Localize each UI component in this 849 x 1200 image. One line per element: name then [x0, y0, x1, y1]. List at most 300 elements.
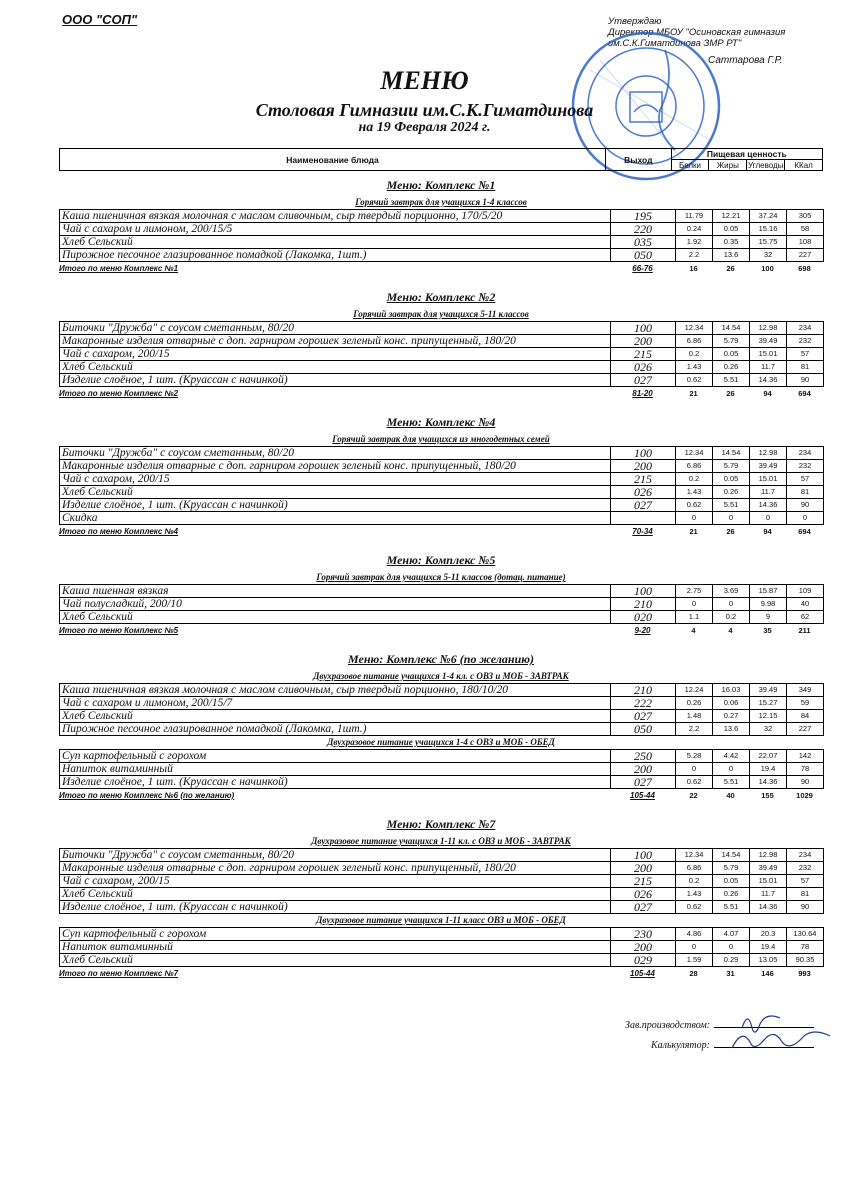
carbs-value: 14.36 — [750, 499, 787, 512]
handwritten-signatures — [712, 1008, 842, 1060]
carbs-value: 9.98 — [750, 598, 787, 611]
kcal-value: 232 — [787, 335, 824, 348]
calculator-label: Калькулятор: — [651, 1040, 710, 1051]
protein-value: 6.86 — [676, 460, 713, 473]
kcal-value: 81 — [787, 486, 824, 499]
dish-output: 220 — [611, 223, 676, 236]
carbs-value: 22.07 — [750, 750, 787, 763]
kcal-value: 59 — [787, 697, 824, 710]
header-protein: Белки — [671, 160, 709, 171]
dish-output: 215 — [611, 348, 676, 361]
menu-content — [59, 174, 823, 981]
fat-value: 0.06 — [713, 697, 750, 710]
header-output: Выход — [606, 149, 672, 171]
carbs-value: 11.7 — [750, 361, 787, 374]
protein-value: 0.2 — [676, 348, 713, 361]
meal-heading: Горячий завтрак для учащихся 1-4 классов — [355, 197, 527, 207]
protein-value: 0.62 — [676, 901, 713, 914]
table-row — [60, 875, 824, 888]
protein-value: 6.86 — [676, 862, 713, 875]
dish-name: Чай с сахаром и лимоном, 200/15/5 — [60, 223, 611, 236]
carbs-value: 39.49 — [750, 335, 787, 348]
table-row — [60, 499, 824, 512]
kcal-value: 305 — [787, 210, 824, 223]
total-output: 105-44 — [630, 791, 655, 800]
fat-value: 5.51 — [713, 499, 750, 512]
section-spacer — [59, 401, 823, 411]
carbs-value: 11.7 — [750, 486, 787, 499]
table-row — [60, 210, 824, 223]
carbs-value: 9 — [750, 611, 787, 624]
kcal-value: 130.64 — [787, 928, 824, 941]
table-row — [60, 249, 824, 262]
kcal-value: 232 — [787, 862, 824, 875]
total-output: 66-76 — [632, 264, 653, 273]
protein-value: 1.43 — [676, 361, 713, 374]
dish-output: 215 — [611, 473, 676, 486]
dish-output: 230 — [611, 928, 676, 941]
fat-value: 0.26 — [713, 361, 750, 374]
kcal-value: 234 — [787, 447, 824, 460]
fat-value: 0.26 — [713, 888, 750, 901]
column-header — [59, 148, 823, 171]
carbs-value: 13.05 — [750, 954, 787, 967]
protein-value: 1.48 — [676, 710, 713, 723]
dish-name: Изделие слоёное, 1 шт. (Круассан с начинкой) — [60, 901, 611, 914]
total-row — [59, 789, 823, 803]
total-carbs: 94 — [763, 527, 772, 536]
fat-value: 5.79 — [713, 335, 750, 348]
kcal-value: 349 — [787, 684, 824, 697]
dish-output: 050 — [611, 249, 676, 262]
dish-name: Чай с сахаром, 200/15 — [60, 348, 611, 361]
total-carbs: 146 — [761, 969, 774, 978]
fat-value: 0.27 — [713, 710, 750, 723]
kcal-value: 90.35 — [787, 954, 824, 967]
dish-name: Хлеб Сельский — [60, 236, 611, 249]
protein-value: 0.62 — [676, 776, 713, 789]
dish-name: Хлеб Сельский — [60, 710, 611, 723]
total-label: Итого по меню Комплекс №6 (по желанию) — [59, 791, 235, 800]
dish-name: Напиток витаминный — [60, 763, 611, 776]
total-fat: 40 — [726, 791, 735, 800]
fat-value: 5.51 — [713, 901, 750, 914]
total-kcal: 211 — [798, 626, 811, 635]
table-row — [60, 473, 824, 486]
protein-value: 6.86 — [676, 335, 713, 348]
fat-value: 0.2 — [713, 611, 750, 624]
fat-value: 5.51 — [713, 776, 750, 789]
complex-title: Меню: Комплекс №2 — [386, 290, 496, 304]
dish-output: 020 — [611, 611, 676, 624]
table-row — [60, 750, 824, 763]
kcal-value: 227 — [787, 723, 824, 736]
dish-name: Хлеб Сельский — [60, 361, 611, 374]
kcal-value: 57 — [787, 875, 824, 888]
dish-output: 200 — [611, 763, 676, 776]
table-row — [60, 236, 824, 249]
dish-output: 026 — [611, 888, 676, 901]
kcal-value: 109 — [787, 585, 824, 598]
dish-name: Чай полусладкий, 200/10 — [60, 598, 611, 611]
total-fat: 26 — [726, 389, 735, 398]
total-fat: 26 — [726, 264, 735, 273]
protein-value: 5.28 — [676, 750, 713, 763]
carbs-value: 20.3 — [750, 928, 787, 941]
approval-line: Директор МБОУ "Осиновская гимназия — [608, 27, 786, 38]
carbs-value: 19.4 — [750, 941, 787, 954]
carbs-value: 12.98 — [750, 849, 787, 862]
fat-value: 0 — [713, 763, 750, 776]
meal-heading: Двухразовое питание учащихся 1-4 кл. с ОВЗ и МОБ - ЗАВТРАК — [313, 671, 569, 681]
table-row — [60, 611, 824, 624]
dish-output: 027 — [611, 776, 676, 789]
protein-value: 11.79 — [676, 210, 713, 223]
carbs-value: 0 — [750, 512, 787, 525]
complex-title: Меню: Комплекс №5 — [386, 553, 496, 567]
meal-heading: Горячий завтрак для учащихся 5-11 классов — [353, 309, 529, 319]
table-row — [60, 763, 824, 776]
dish-output: 026 — [611, 486, 676, 499]
dish-output: 027 — [611, 374, 676, 387]
protein-value: 0 — [676, 598, 713, 611]
fat-value: 0 — [713, 598, 750, 611]
fat-value: 13.6 — [713, 723, 750, 736]
production-label: Зав.производством: — [625, 1020, 711, 1031]
carbs-value: 11.7 — [750, 888, 787, 901]
total-row — [59, 967, 823, 981]
carbs-value: 12.15 — [750, 710, 787, 723]
total-fat: 4 — [728, 626, 733, 635]
dish-output: 200 — [611, 460, 676, 473]
protein-value: 12.34 — [676, 322, 713, 335]
dish-name: Хлеб Сельский — [60, 888, 611, 901]
dish-name: Хлеб Сельский — [60, 486, 611, 499]
dish-output: 026 — [611, 361, 676, 374]
table-row — [60, 862, 824, 875]
fat-value: 0.05 — [713, 875, 750, 888]
dish-name: Пирожное песочное глазированное помадкой (Лакомка, 1шт.) — [60, 723, 611, 736]
total-label: Итого по меню Комплекс №5 — [59, 626, 179, 635]
items-table — [59, 584, 824, 624]
dish-name: Изделие слоёное, 1 шт. (Круассан с начинкой) — [60, 499, 611, 512]
carbs-value: 19.4 — [750, 763, 787, 776]
fat-value: 14.54 — [713, 447, 750, 460]
fat-value: 16.03 — [713, 684, 750, 697]
page-subtitle: Столовая Гимназии им.С.К.Гиматдинова — [255, 100, 594, 120]
dish-output: 029 — [611, 954, 676, 967]
carbs-value: 15.75 — [750, 236, 787, 249]
total-label: Итого по меню Комплекс №2 — [59, 389, 179, 398]
dish-name: Макаронные изделия отварные с доп. гарниром горошек зеленый конс. припущенный, 180/20 — [60, 862, 611, 875]
dish-name: Чай с сахаром и лимоном, 200/15/7 — [60, 697, 611, 710]
total-carbs: 94 — [763, 389, 772, 398]
table-row — [60, 361, 824, 374]
total-row — [59, 262, 823, 276]
total-carbs: 35 — [763, 626, 772, 635]
meal-heading: Двухразовое питание учащихся 1-4 с ОВЗ и МОБ - ОБЕД — [327, 737, 555, 747]
fat-value: 12.21 — [713, 210, 750, 223]
kcal-value: 142 — [787, 750, 824, 763]
dish-output: 027 — [611, 901, 676, 914]
carbs-value: 12.98 — [750, 447, 787, 460]
dish-name: Биточки "Дружба" с соусом сметанным, 80/20 — [60, 849, 611, 862]
table-row — [60, 322, 824, 335]
complex-title: Меню: Комплекс №6 (по желанию) — [348, 652, 534, 666]
total-kcal: 1029 — [796, 791, 813, 800]
kcal-value: 90 — [787, 374, 824, 387]
fat-value: 0.05 — [713, 473, 750, 486]
carbs-value: 15.01 — [750, 473, 787, 486]
meal-heading: Двухразовое питание учащихся 1-11 кл. с ОВЗ и МОБ - ЗАВТРАК — [311, 836, 571, 846]
total-protein: 21 — [689, 527, 698, 536]
total-protein: 28 — [689, 969, 698, 978]
section-spacer — [59, 803, 823, 813]
fat-value: 0.29 — [713, 954, 750, 967]
fat-value: 14.54 — [713, 849, 750, 862]
table-row — [60, 697, 824, 710]
total-output: 9-20 — [634, 626, 651, 635]
table-row — [60, 776, 824, 789]
carbs-value: 15.16 — [750, 223, 787, 236]
protein-value: 12.34 — [676, 447, 713, 460]
total-row — [59, 624, 823, 638]
protein-value: 0.2 — [676, 473, 713, 486]
complex-title: Меню: Комплекс №4 — [386, 415, 496, 429]
fat-value: 0 — [713, 941, 750, 954]
table-row — [60, 849, 824, 862]
carbs-value: 37.24 — [750, 210, 787, 223]
protein-value: 1.1 — [676, 611, 713, 624]
protein-value: 1.43 — [676, 888, 713, 901]
protein-value: 2.2 — [676, 249, 713, 262]
header-kcal: ККал — [785, 160, 823, 171]
section-spacer — [59, 638, 823, 648]
dish-output: 035 — [611, 236, 676, 249]
meal-heading: Горячий завтрак для учащихся 5-11 классов (дотац. питание) — [316, 572, 566, 582]
dish-name: Изделие слоёное, 1 шт. (Круассан с начинкой) — [60, 776, 611, 789]
approval-line: Утверждаю — [608, 16, 662, 27]
carbs-value: 14.36 — [750, 776, 787, 789]
total-protein: 21 — [689, 389, 698, 398]
protein-value: 0 — [676, 941, 713, 954]
table-row — [60, 223, 824, 236]
dish-name: Чай с сахаром, 200/15 — [60, 875, 611, 888]
dish-name: Суп картофельный с горохом — [60, 750, 611, 763]
carbs-value: 32 — [750, 723, 787, 736]
header-nutrition: Пищевая ценность — [671, 149, 822, 160]
total-output: 105-44 — [630, 969, 655, 978]
protein-value: 0.24 — [676, 223, 713, 236]
kcal-value: 81 — [787, 888, 824, 901]
items-table — [59, 321, 824, 387]
protein-value: 2.2 — [676, 723, 713, 736]
complex-title: Меню: Комплекс №1 — [386, 178, 496, 192]
carbs-value: 39.49 — [750, 460, 787, 473]
dish-name: Биточки "Дружба" с соусом сметанным, 80/20 — [60, 447, 611, 460]
kcal-value: 108 — [787, 236, 824, 249]
items-table — [59, 848, 824, 914]
items-table — [59, 209, 824, 262]
table-row — [60, 585, 824, 598]
table-row — [60, 598, 824, 611]
kcal-value: 0 — [787, 512, 824, 525]
fat-value: 0.05 — [713, 223, 750, 236]
total-carbs: 100 — [761, 264, 774, 273]
dish-name: Каша пшенная вязкая — [60, 585, 611, 598]
director-name: Саттарова Г.Р. — [708, 55, 783, 66]
table-row — [60, 447, 824, 460]
items-table — [59, 749, 824, 789]
dish-output: 210 — [611, 684, 676, 697]
header-name: Наименование блюда — [60, 149, 606, 171]
fat-value: 5.51 — [713, 374, 750, 387]
page-title: МЕНЮ — [380, 66, 469, 95]
menu-date: на 19 Февраля 2024 г. — [358, 120, 491, 135]
total-kcal: 698 — [798, 264, 811, 273]
protein-value: 0.62 — [676, 499, 713, 512]
protein-value: 0 — [676, 512, 713, 525]
table-row — [60, 941, 824, 954]
kcal-value: 90 — [787, 776, 824, 789]
meal-heading: Горячий завтрак для учащихся из многодетных семей — [332, 434, 550, 444]
kcal-value: 62 — [787, 611, 824, 624]
items-table — [59, 446, 824, 525]
protein-value: 12.34 — [676, 849, 713, 862]
fat-value: 4.07 — [713, 928, 750, 941]
dish-output: 100 — [611, 322, 676, 335]
carbs-value: 15.01 — [750, 348, 787, 361]
fat-value: 0.35 — [713, 236, 750, 249]
kcal-value: 57 — [787, 348, 824, 361]
carbs-value: 14.36 — [750, 901, 787, 914]
protein-value: 1.92 — [676, 236, 713, 249]
complex-title: Меню: Комплекс №7 — [386, 817, 496, 831]
dish-name: Изделие слоёное, 1 шт. (Круассан с начинкой) — [60, 374, 611, 387]
fat-value: 0.05 — [713, 348, 750, 361]
protein-value: 2.75 — [676, 585, 713, 598]
dish-name: Пирожное песочное глазированное помадкой (Лакомка, 1шт.) — [60, 249, 611, 262]
kcal-value: 57 — [787, 473, 824, 486]
dish-output: 195 — [611, 210, 676, 223]
table-row — [60, 710, 824, 723]
table-row — [60, 901, 824, 914]
carbs-value: 39.49 — [750, 862, 787, 875]
carbs-value: 15.27 — [750, 697, 787, 710]
fat-value: 13.6 — [713, 249, 750, 262]
dish-output: 200 — [611, 335, 676, 348]
dish-output: 200 — [611, 862, 676, 875]
total-kcal: 993 — [798, 969, 811, 978]
dish-output: 050 — [611, 723, 676, 736]
section-spacer — [59, 276, 823, 286]
carbs-value: 15.87 — [750, 585, 787, 598]
total-fat: 26 — [726, 527, 735, 536]
total-label: Итого по меню Комплекс №7 — [59, 969, 179, 978]
kcal-value: 40 — [787, 598, 824, 611]
approval-line: им.С.К.Гиматдинова ЗМР РТ" — [608, 38, 742, 49]
meal-heading: Двухразовое питание учащихся 1-11 класс ОВЗ и МОБ - ОБЕД — [316, 915, 566, 925]
total-row — [59, 525, 823, 539]
fat-value: 0.26 — [713, 486, 750, 499]
total-kcal: 694 — [798, 527, 811, 536]
organization-name: ООО "СОП" — [62, 12, 138, 27]
fat-value: 4.42 — [713, 750, 750, 763]
total-kcal: 694 — [798, 389, 811, 398]
dish-output: 222 — [611, 697, 676, 710]
dish-output: 100 — [611, 585, 676, 598]
kcal-value: 90 — [787, 901, 824, 914]
total-protein: 4 — [691, 626, 696, 635]
table-row — [60, 928, 824, 941]
table-row — [60, 335, 824, 348]
kcal-value: 78 — [787, 763, 824, 776]
carbs-value: 32 — [750, 249, 787, 262]
kcal-value: 84 — [787, 710, 824, 723]
protein-value: 0 — [676, 763, 713, 776]
table-row — [60, 954, 824, 967]
section-spacer — [59, 539, 823, 549]
kcal-value: 90 — [787, 499, 824, 512]
dish-name: Суп картофельный с горохом — [60, 928, 611, 941]
carbs-value: 12.98 — [750, 322, 787, 335]
protein-value: 4.86 — [676, 928, 713, 941]
fat-value: 14.54 — [713, 322, 750, 335]
dish-output: 200 — [611, 941, 676, 954]
fat-value: 0 — [713, 512, 750, 525]
dish-name: Чай с сахаром, 200/15 — [60, 473, 611, 486]
dish-output: 027 — [611, 499, 676, 512]
total-protein: 16 — [689, 264, 698, 273]
table-row — [60, 684, 824, 697]
dish-name: Хлеб Сельский — [60, 954, 611, 967]
kcal-value: 234 — [787, 849, 824, 862]
kcal-value: 234 — [787, 322, 824, 335]
kcal-value: 78 — [787, 941, 824, 954]
protein-value: 1.59 — [676, 954, 713, 967]
total-label: Итого по меню Комплекс №1 — [59, 264, 179, 273]
table-row — [60, 486, 824, 499]
kcal-value: 232 — [787, 460, 824, 473]
protein-value: 12.24 — [676, 684, 713, 697]
fat-value: 3.69 — [713, 585, 750, 598]
table-row — [60, 460, 824, 473]
protein-value: 0.2 — [676, 875, 713, 888]
kcal-value: 81 — [787, 361, 824, 374]
total-fat: 31 — [726, 969, 735, 978]
kcal-value: 227 — [787, 249, 824, 262]
total-row — [59, 387, 823, 401]
dish-name: Хлеб Сельский — [60, 611, 611, 624]
carbs-value: 14.36 — [750, 374, 787, 387]
total-carbs: 155 — [761, 791, 774, 800]
table-row — [60, 888, 824, 901]
dish-output: 215 — [611, 875, 676, 888]
total-protein: 22 — [689, 791, 698, 800]
table-row — [60, 348, 824, 361]
table-row — [60, 374, 824, 387]
dish-output: 250 — [611, 750, 676, 763]
dish-name: Каша пшеничная вязкая молочная с маслом сливочным, сыр твердый порционно, 180/10/20 — [60, 684, 611, 697]
dish-name: Напиток витаминный — [60, 941, 611, 954]
carbs-value: 39.49 — [750, 684, 787, 697]
kcal-value: 58 — [787, 223, 824, 236]
items-table — [59, 683, 824, 736]
items-table — [59, 927, 824, 967]
dish-output: 100 — [611, 447, 676, 460]
table-row — [60, 723, 824, 736]
dish-output: 027 — [611, 710, 676, 723]
